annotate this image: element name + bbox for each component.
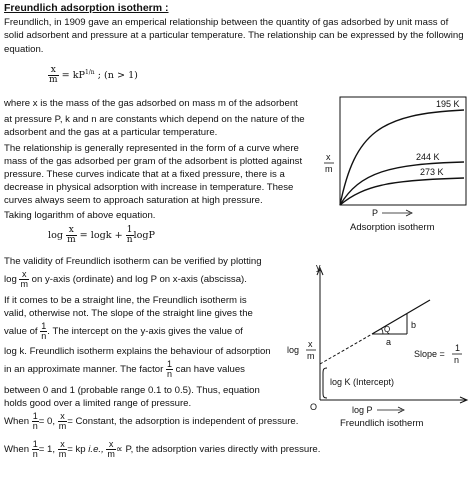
- origin-label: O: [310, 402, 318, 412]
- case-zero-line: When $\frac{1}{n}$ = 0, $\frac{x}{m}$ = Constant, the adsorption is independent of pressure.: [4, 411, 299, 431]
- range-line: between 0 and 1 (probable range 0.1 to 0.5). Thus, equation: [4, 385, 260, 396]
- relationship-line-3: pressure. These curves indicate that at a fixed pressure, there is a: [4, 169, 285, 180]
- logarithm-line: Taking logarithm of above equation.: [4, 210, 156, 221]
- y-axis-letter: y: [316, 262, 321, 272]
- validity-line-1: The validity of Freundlich isotherm can be verified by plotting: [4, 256, 262, 267]
- relationship-line-4: decrease in physical adsorption with increase in temperature. These: [4, 182, 294, 193]
- slope-value-line: value of $\frac{1}{n}$ . The intercept on the y-axis gives the value of: [4, 321, 243, 341]
- straight-line-1: If it comes to be a straight line, the Freundlich isotherm is: [4, 295, 247, 306]
- y-axis-den: m: [325, 164, 333, 174]
- curve-label-273k: 273 K: [420, 167, 444, 177]
- curve-label-244k: 244 K: [416, 152, 440, 162]
- equation-exponent: 1/n: [84, 68, 95, 76]
- theta-label: Q: [384, 325, 391, 334]
- slope-label: Slope =: [414, 349, 445, 359]
- x-axis-log-p-label: log P: [352, 405, 373, 415]
- y-label-den: m: [307, 351, 315, 361]
- curve-195k: [340, 110, 464, 205]
- y-label-num: x: [308, 339, 313, 349]
- freundlich-equation: $\frac{x}{m}$ = $kP^{1/n}$ ; (n > 1): [49, 65, 138, 85]
- log-equation: log $\frac{x}{m}$ = logk + $\frac{1}{n}$ logP: [48, 225, 155, 245]
- adsorption-caption: Adsorption isotherm: [350, 222, 435, 233]
- constants-line-1: at pressure P, k and n are constants which depend on the nature of the: [4, 114, 305, 125]
- side-a-label: a: [386, 337, 392, 347]
- relationship-line-5: curves always seem to approach saturation at high pressure.: [4, 195, 263, 206]
- intro-line-1: Freundlich, in 1909 gave an emperical relationship between the quantity of gas adsorbed by unit mass of: [4, 17, 449, 28]
- slope-num: 1: [455, 343, 461, 353]
- intro-line-2: solid adsorbent and pressure at a particular temperature. The relationship can be expressed by the following: [4, 30, 464, 41]
- relationship-line-1: The relationship is generally represented in the form of a curve where: [4, 143, 299, 154]
- factor-line: in an approximate manner. The factor $\frac{1}{n}$ can have values: [4, 359, 245, 379]
- relationship-line-2: mass of the gas adsorbed per gram of the adsorbent is plotted against: [4, 156, 303, 167]
- constants-line-2: adsorbent and the gas at a particular temperature.: [4, 127, 218, 138]
- equation-condition: ; (n > 1): [97, 70, 138, 81]
- adsorption-isotherm-graph: [320, 92, 470, 242]
- angle-arc: [382, 329, 384, 335]
- x-axis-label: P: [372, 208, 379, 218]
- solid-line-segment: [372, 300, 430, 334]
- pressure-range-line: holds good over a limited range of pressure.: [4, 398, 192, 409]
- freundlich-caption: Freundlich isotherm: [340, 418, 424, 429]
- freundlich-isotherm-graph: [280, 262, 470, 432]
- case-one-line: When $\frac{1}{n}$ = 1, $\frac{x}{m}$ = kp i.e., $\frac{x}{m}$ ∝ P, the adsorption varies directly with pressure.: [4, 439, 321, 459]
- intercept-label: log K (Intercept): [330, 377, 395, 387]
- side-b-label: b: [411, 320, 417, 330]
- dashed-line-segment: [320, 334, 372, 364]
- where-line: where x is the mass of the gas adsorbed on mass m of the adsorbent: [4, 98, 298, 109]
- curve-244k: [340, 162, 464, 205]
- section-heading: Freundlich adsorption isotherm :: [4, 2, 169, 14]
- y-label-log: log: [287, 345, 300, 355]
- intercept-brace: [323, 368, 327, 398]
- logk-line: log k. Freundlich isotherm explains the behaviour of adsorption: [4, 346, 271, 357]
- straight-line-2: valid, otherwise not. The slope of the straight line gives the: [4, 308, 253, 319]
- y-axis-num: x: [326, 152, 331, 162]
- slope-den: n: [454, 355, 460, 365]
- equation-rhs: = kP: [61, 70, 85, 81]
- curve-label-195k: 195 K: [436, 99, 460, 109]
- validity-line-2: log $\frac{x}{m}$ on y-axis (ordinate) and log P on x-axis (abscissa).: [4, 269, 247, 289]
- curve-273k: [340, 178, 464, 205]
- intro-line-3: equation.: [4, 44, 44, 55]
